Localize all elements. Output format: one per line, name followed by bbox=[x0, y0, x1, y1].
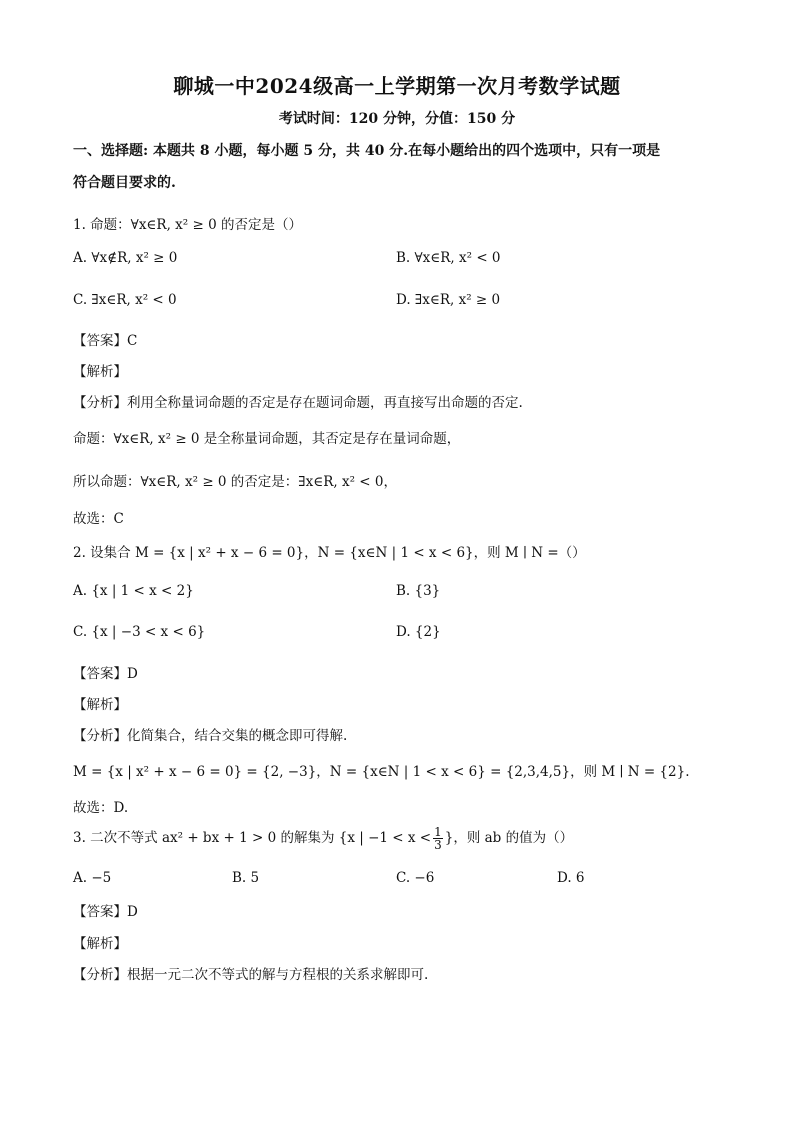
q3-analysis: 【分析】根据一元二次不等式的解与方程根的关系求解即可. bbox=[73, 967, 429, 983]
q3-option-b: B. 5 bbox=[232, 870, 260, 886]
q3-fraction-denominator: 3 bbox=[434, 838, 442, 852]
q1-option-b: B. ∀x∈R, x² < 0 bbox=[396, 250, 501, 266]
q1-option-c: C. ∃x∈R, x² < 0 bbox=[73, 292, 177, 308]
q3-option-d: D. 6 bbox=[557, 870, 585, 886]
q2-option-d: D. {2} bbox=[396, 624, 441, 640]
q2-stem: 2. 设集合 M = {x | x² + x − 6 = 0}，N = {x∈N | 1 < x < 6}，则 M ∣ N =（） bbox=[73, 545, 586, 561]
q3-fraction bbox=[433, 826, 443, 851]
q1-analysis: 【分析】利用全称量词命题的否定是存在题词命题，再直接写出命题的否定. bbox=[73, 395, 523, 411]
q1-option-d: D. ∃x∈R, x² ≥ 0 bbox=[396, 292, 501, 308]
q1-solution-line2: 所以命题：∀x∈R, x² ≥ 0 的否定是：∃x∈R, x² < 0， bbox=[73, 474, 397, 490]
q1-option-a: A. ∀x∉R, x² ≥ 0 bbox=[73, 250, 178, 266]
q3-analysis-label: 【解析】 bbox=[73, 936, 127, 952]
q1-choice: 故选：C bbox=[73, 511, 124, 527]
q2-answer: 【答案】D bbox=[73, 666, 138, 682]
exam-info: 考试时间：120 分钟，分值：150 分 bbox=[278, 111, 516, 127]
page-title: 聊城一中2024级高一上学期第一次月考数学试题 bbox=[173, 74, 621, 98]
q1-stem: 1. 命题：∀x∈R, x² ≥ 0 的否定是（） bbox=[73, 217, 302, 233]
q2-choice: 故选：D. bbox=[73, 800, 129, 816]
q2-option-a: A. {x | 1 < x < 2} bbox=[73, 583, 194, 599]
q3-fraction-numerator: 1 bbox=[434, 825, 442, 839]
q2-option-c: C. {x | −3 < x < 6} bbox=[73, 624, 206, 640]
section-heading-line2: 符合题目要求的. bbox=[73, 175, 176, 191]
q3-option-a: A. −5 bbox=[73, 870, 112, 886]
section-heading-line1: 一、选择题: 本题共 8 小题，每小题 5 分，共 40 分.在每小题给出的四个选项中，只有一项是 bbox=[73, 143, 661, 159]
q3-stem-suffix: }，则 ab 的值为（） bbox=[444, 830, 574, 846]
q2-analysis-label: 【解析】 bbox=[73, 697, 127, 713]
q2-analysis: 【分析】化简集合，结合交集的概念即可得解. bbox=[73, 728, 348, 744]
q1-analysis-label: 【解析】 bbox=[73, 364, 127, 380]
q2-option-b: B. {3} bbox=[396, 583, 441, 599]
q3-option-c: C. −6 bbox=[396, 870, 435, 886]
q3-stem-prefix: 3. 二次不等式 ax² + bx + 1 > 0 的解集为 {x | −1 < x < bbox=[73, 830, 432, 846]
q1-solution-line1: 命题：∀x∈R, x² ≥ 0 是全称量词命题，其否定是存在量词命题， bbox=[73, 431, 461, 447]
q3-stem bbox=[73, 826, 573, 851]
q1-answer: 【答案】C bbox=[73, 333, 138, 349]
q2-solution-line1: M = {x | x² + x − 6 = 0} = {2, −3}，N = {x∈N | 1 < x < 6} = {2,3,4,5}，则 M ∣ N = {2}. bbox=[73, 764, 690, 780]
q3-answer: 【答案】D bbox=[73, 904, 138, 920]
